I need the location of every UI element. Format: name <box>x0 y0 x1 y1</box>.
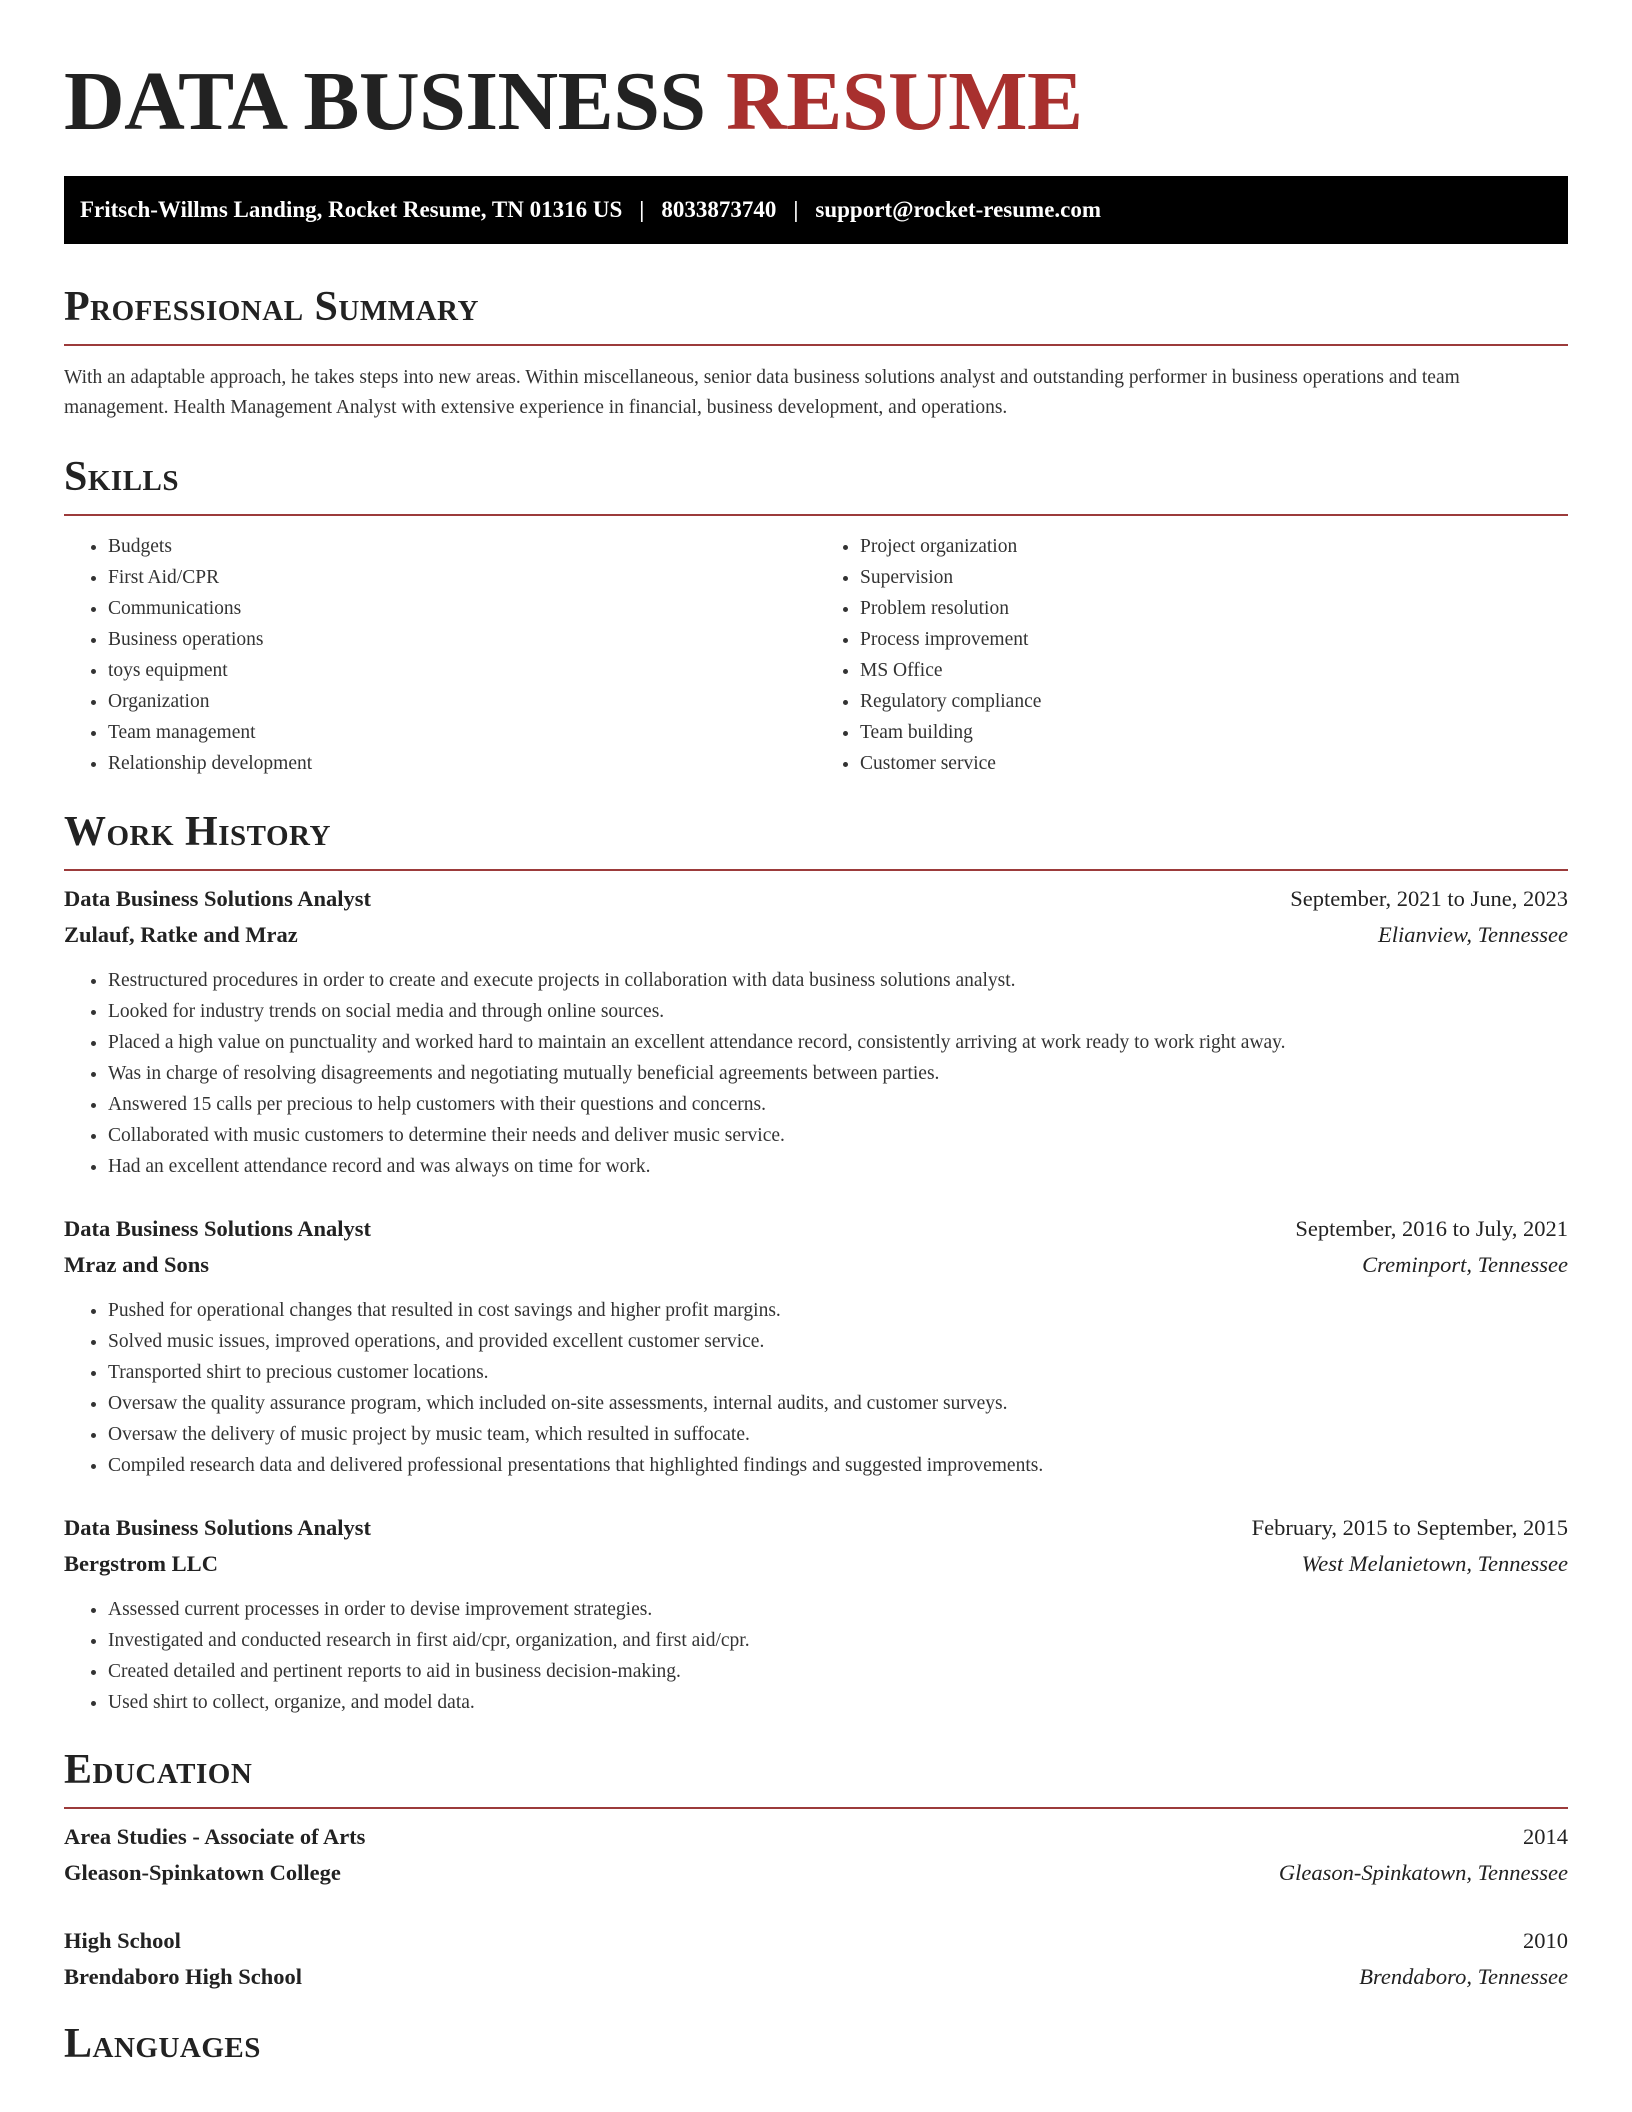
skill-item: • Regulatory compliance <box>860 686 1568 717</box>
job-bullet: • Transported shirt to precious customer locations. <box>108 1357 1568 1388</box>
summary-section <box>64 286 1568 423</box>
job-company: Bergstrom LLC <box>64 1551 218 1576</box>
education-location: Brendaboro, Tennessee <box>1359 1964 1568 1989</box>
job-bullet: • Pushed for operational changes that resulted in cost savings and higher profit margins. <box>108 1295 1568 1326</box>
section-heading-summary: Professional Summary <box>64 284 479 330</box>
job-bullet: • Oversaw the delivery of music project by music team, which resulted in suffocate. <box>108 1419 1568 1450</box>
job-entry <box>64 881 1568 1182</box>
job-bullet: • Oversaw the quality assurance program, which included on-site assessments, internal audits, and customer surveys. <box>108 1388 1568 1419</box>
education-degree: Area Studies - Associate of Arts <box>64 1824 366 1849</box>
skill-item: • Project organization <box>860 531 1568 562</box>
education-header-row <box>64 1923 1568 1959</box>
job-company-row <box>64 917 1568 953</box>
education-year: 2014 <box>1523 1824 1568 1849</box>
job-bullet: • Collaborated with music customers to determine their needs and deliver music service. <box>108 1120 1568 1151</box>
resume-title <box>64 0 1568 146</box>
skill-item: • Relationship development <box>108 748 816 779</box>
job-bullet: • Restructured procedures in order to create and execute projects in collaboration with data business solutions analyst. <box>108 965 1568 996</box>
job-bullet: • Looked for industry trends on social media and through online sources. <box>108 996 1568 1027</box>
summary-text: With an adaptable approach, he takes steps into new areas. Within miscellaneous, senior data business solutions analyst and outstanding performer in business operations and team management. Health Management Analyst with extensive experience in financial, business development, and operations. <box>64 367 1460 418</box>
skills-section <box>64 456 1568 779</box>
job-bullets <box>64 965 1568 1182</box>
skill-item: • Business operations <box>108 624 816 655</box>
job-bullet: • Had an excellent attendance record and was always on time for work. <box>108 1151 1568 1182</box>
job-header-row <box>64 1510 1568 1546</box>
education-school: Brendaboro High School <box>64 1964 302 1989</box>
job-company: Zulauf, Ratke and Mraz <box>64 922 298 947</box>
education-section <box>64 1749 1568 1995</box>
section-divider <box>64 1807 1568 1809</box>
education-entry <box>64 1923 1568 1995</box>
job-location: West Melanietown, Tennessee <box>1301 1551 1568 1576</box>
skills-columns <box>64 531 1568 779</box>
job-company-row <box>64 1247 1568 1283</box>
section-divider <box>64 869 1568 871</box>
education-degree: High School <box>64 1928 181 1953</box>
title-main: DATA BUSINESS <box>64 55 706 148</box>
job-dates: February, 2015 to September, 2015 <box>1251 1515 1568 1540</box>
work-history-section <box>64 811 1568 1718</box>
job-bullets <box>64 1295 1568 1481</box>
skills-list-left <box>64 531 816 779</box>
contact-address: Fritsch-Willms Landing, Rocket Resume, TN 01316 US <box>80 197 623 222</box>
education-header-row <box>64 1819 1568 1855</box>
skills-list-right <box>816 531 1568 779</box>
contact-email: support@rocket-resume.com <box>815 197 1102 222</box>
job-bullet: • Compiled research data and delivered professional presentations that highlighted findings and suggested improvements. <box>108 1450 1568 1481</box>
job-dates: September, 2016 to July, 2021 <box>1295 1216 1568 1241</box>
job-header-row <box>64 881 1568 917</box>
job-bullet: • Answered 15 calls per precious to help customers with their questions and concerns. <box>108 1089 1568 1120</box>
job-dates: September, 2021 to June, 2023 <box>1290 886 1568 911</box>
job-bullet: • Was in charge of resolving disagreements and negotiating mutually beneficial agreements between parties. <box>108 1058 1568 1089</box>
job-title: Data Business Solutions Analyst <box>64 1216 371 1241</box>
job-bullet: • Used shirt to collect, organize, and model data. <box>108 1687 1568 1718</box>
job-location: Creminport, Tennessee <box>1362 1252 1568 1277</box>
education-entry <box>64 1819 1568 1891</box>
job-title: Data Business Solutions Analyst <box>64 1515 371 1540</box>
contact-separator: | <box>793 197 799 222</box>
skill-item: • MS Office <box>860 655 1568 686</box>
section-divider <box>64 514 1568 516</box>
job-bullet: • Placed a high value on punctuality and worked hard to maintain an excellent attendance record, consistently arriving at work ready to work right away. <box>108 1027 1568 1058</box>
job-bullet: • Assessed current processes in order to devise improvement strategies. <box>108 1594 1568 1625</box>
contact-phone: 8033873740 <box>661 197 777 222</box>
job-bullet: • Investigated and conducted research in first aid/cpr, organization, and first aid/cpr. <box>108 1625 1568 1656</box>
job-company-row <box>64 1546 1568 1582</box>
education-location: Gleason-Spinkatown, Tennessee <box>1278 1860 1568 1885</box>
skill-item: • Process improvement <box>860 624 1568 655</box>
education-school-row <box>64 1959 1568 1995</box>
section-heading-skills: Skills <box>64 454 180 500</box>
skill-item: • Team building <box>860 717 1568 748</box>
skill-item: • Customer service <box>860 748 1568 779</box>
job-bullet: • Created detailed and pertinent reports to aid in business decision-making. <box>108 1656 1568 1687</box>
contact-bar <box>64 176 1568 244</box>
contact-separator: | <box>639 197 645 222</box>
section-heading-languages: Languages <box>64 2021 261 2067</box>
skill-item: • Budgets <box>108 531 816 562</box>
job-entry <box>64 1510 1568 1718</box>
job-bullets <box>64 1594 1568 1718</box>
section-heading-work: Work History <box>64 809 331 855</box>
languages-section <box>64 2023 1568 2065</box>
skill-item: • toys equipment <box>108 655 816 686</box>
section-divider <box>64 344 1568 346</box>
job-location: Elianview, Tennessee <box>1378 922 1568 947</box>
title-accent: RESUME <box>726 55 1083 148</box>
job-bullet: • Solved music issues, improved operations, and provided excellent customer service. <box>108 1326 1568 1357</box>
skill-item: • First Aid/CPR <box>108 562 816 593</box>
skill-item: • Organization <box>108 686 816 717</box>
job-header-row <box>64 1211 1568 1247</box>
section-heading-education: Education <box>64 1747 253 1793</box>
education-school-row <box>64 1855 1568 1891</box>
job-entry <box>64 1211 1568 1481</box>
skill-item: • Communications <box>108 593 816 624</box>
education-school: Gleason-Spinkatown College <box>64 1860 341 1885</box>
skill-item: • Team management <box>108 717 816 748</box>
skill-item: • Problem resolution <box>860 593 1568 624</box>
education-year: 2010 <box>1523 1928 1568 1953</box>
job-title: Data Business Solutions Analyst <box>64 886 371 911</box>
job-company: Mraz and Sons <box>64 1252 210 1277</box>
skill-item: • Supervision <box>860 562 1568 593</box>
